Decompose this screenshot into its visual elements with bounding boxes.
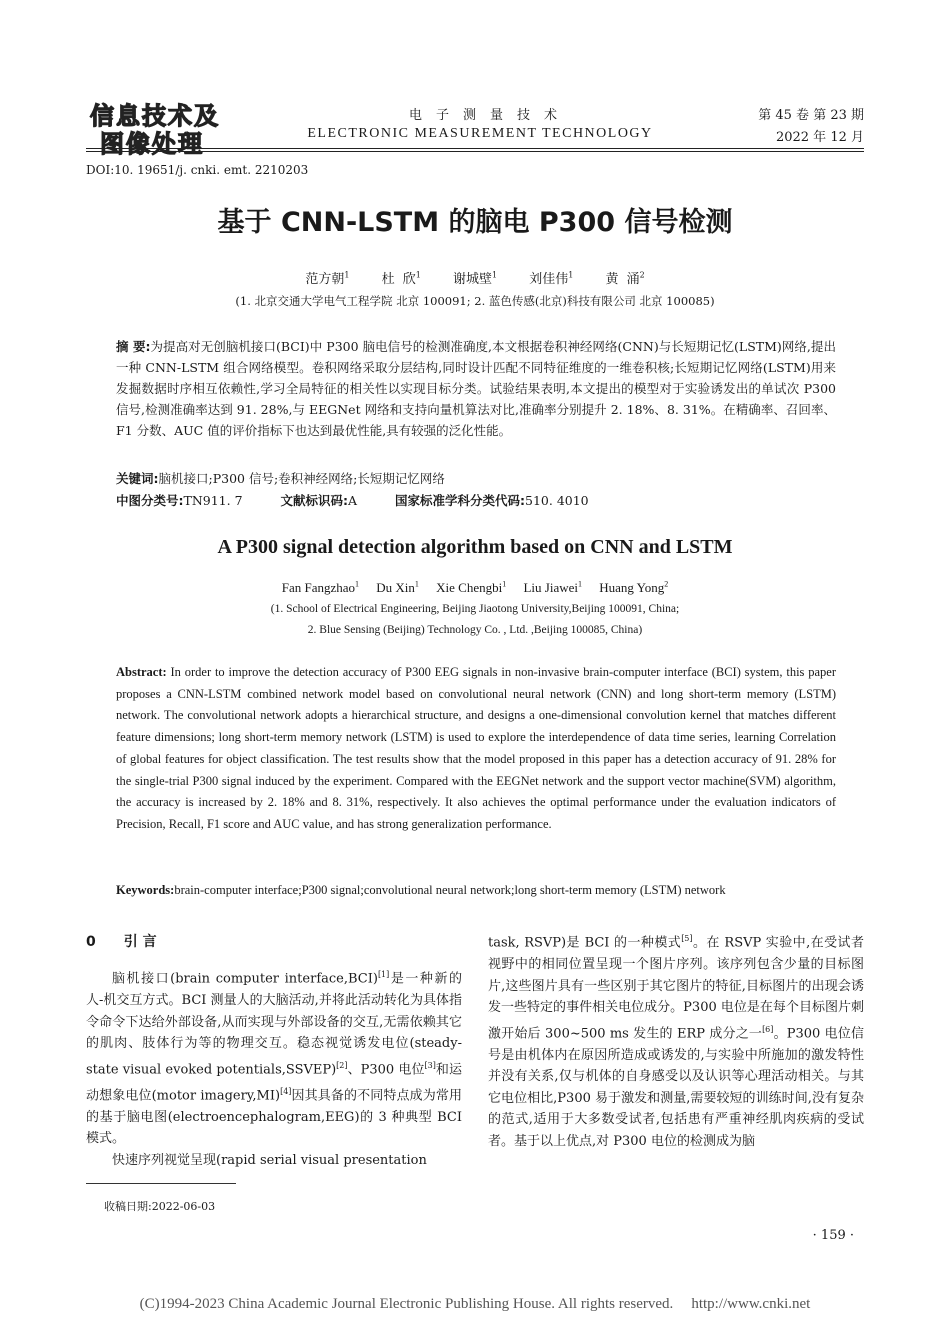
abstract-cn [116, 336, 836, 441]
abstract-en-label: Abstract: [116, 665, 167, 679]
abstract-cn-text: 为提高对无创脑机接口(BCI)中 P300 脑电信号的检测准确度,本文根据卷积神经网络(CNN)与长短期记忆(LSTM)网络,提出一种 CNN-LSTM 组合网络模型。卷积网络采取分层结构,同时设计匹配不同特征维度的一维卷积核;长短期记忆网络(LSTM)用来发掘数据时序相互依赖性,学习全局特征的相关性以实现目标分类。试验结果表明,本文提出的模型对于实验诱发出的单试次 P300 信号,检测准确率达到 91. 28%,与 EEGNet 网络和支持向量机算法对比,准确率分别提升 2. 18%、8. 31%。在精确率、召回率、F1 分数、AUC 值的评价指标下也达到最优性能,具有较强的泛化性能。 [116, 339, 836, 438]
header-rule-thick [86, 148, 864, 149]
issue-date: 2022 年 12 月 [775, 130, 864, 145]
keywords-en [116, 880, 836, 901]
body-column-left [86, 928, 462, 1171]
author-en: Liu Jiawei$^1$ [523, 580, 582, 596]
affiliation-en-2: 2. Blue Sensing (Beijing) Technology Co. , Ltd. ,Beijing 100085, China) [307, 624, 643, 636]
abstract-en [116, 662, 836, 836]
classification-codes: 中图分类号:TN911. 7 文献标识码:A 国家标准学科分类代码:510. 4010 [116, 493, 589, 508]
affiliation-en-1: (1. School of Electrical Engineering, Beijing Jiaotong University,Beijing 100091, China; [270, 603, 680, 615]
logo-line-1: 信息技术及 [90, 101, 220, 130]
body-paragraph: 脑机接口(brain computer interface,BCI)[1]是一种新的人-机交互方式。BCI 测量人的大脑活动,并将此活动转化为具体指令命令下达给外部设备,从而实现与外部设备的交互,无需依赖其它的肌肉、肢体行为等的物理交互。稳态视觉诱发电位(steady-state visual evoked potentials,SSVEP)[2]、P300 电位[3]和运动想象电位(motor imagery,MI)[4]因其具备的不同特点成为常用的基于脑电图(electroencephalogram,EEG)的 3 种典型 BCI 模式。 [86, 970, 462, 1147]
author-en: Xie Chengbi$^1$ [436, 580, 507, 596]
doi: DOI:10. 19651/j. cnki. emt. 2210203 [86, 163, 309, 177]
copyright-text: (C)1994-2023 China Academic Journal Electronic Publishing House. All rights reserved. [139, 1296, 674, 1312]
keywords-en-label: Keywords: [116, 883, 175, 897]
journal-name-cn: 电子测量技术 [408, 108, 571, 123]
header-rule-thin [86, 151, 864, 152]
author-cn: 刘佳伟$^1$ [529, 270, 574, 287]
body-paragraph: task, RSVP)是 BCI 的一种模式[5]。在 RSVP 实验中,在受试者视野中的相同位置呈现一个图片序列。该序列包含少量的目标图片,这些图片具有一些区别于其它图片的特征,目标图片的出现会诱发一些特定的事件相关电位成分。P300 电位是在每个目标图片刺激开始后 300~500 ms 发生的 ERP 成分之一[6]。P300 电位信号是由机体内在原因所造成或诱发的,与实验中所施加的激发特性并没有关系,仅与机体的自身感受以及认识等心理活动相关。与其它电位相比,P300 易于激发和测量,需要较短的训练时间,没有复杂的范式,适用于大多数受试者,包括患有严重神经肌肉疾病的受试者。基于以上优点,对 P300 电位的检测成为脑 [488, 934, 864, 1149]
body-column-right [488, 928, 864, 1153]
section-number: 0 [86, 934, 96, 950]
author-en: Huang Yong$^2$ [599, 580, 669, 596]
keywords-en-text: brain-computer interface;P300 signal;convolutional neural network;long short-term memory (LSTM) network [174, 883, 726, 897]
footnote-rule [86, 1183, 236, 1184]
author-cn: 杜 欣$^1$ [381, 270, 421, 287]
author-cn: 谢城壁$^1$ [452, 270, 498, 287]
volume-issue: 第 45 卷 第 23 期 [758, 108, 864, 123]
journal-name-en: ELECTRONIC MEASUREMENT TECHNOLOGY [307, 126, 653, 141]
copyright-url: http://www.cnki.net [691, 1296, 811, 1312]
author-en: Fan Fangzhao$^1$ [281, 580, 360, 596]
body-paragraph: 快速序列视觉呈现(rapid serial visual presentation [112, 1152, 427, 1168]
keywords-cn [116, 468, 836, 489]
paper-title-en: A P300 signal detection algorithm based on CNN and LSTM [217, 536, 733, 558]
logo-line-2: 图像处理 [100, 129, 204, 156]
page-number: · 159 · [812, 1228, 854, 1243]
author-en: Du Xin$^1$ [376, 580, 419, 596]
abstract-cn-label: 摘 要: [116, 339, 151, 354]
received-date: 收稿日期:2022-06-03 [104, 1200, 216, 1213]
author-cn: 黄 涌$^2$ [605, 270, 645, 287]
copyright-footer [0, 1296, 950, 1313]
author-list-en [0, 580, 950, 596]
section-heading [86, 932, 462, 956]
paper-title-cn: 基于 CNN-LSTM 的脑电 P300 信号检测 [217, 207, 733, 238]
keywords-cn-text: 脑机接口;P300 信号;卷积神经网络;长短期记忆网络 [158, 471, 445, 486]
affiliation-cn: (1. 北京交通大学电气工程学院 北京 100091; 2. 蓝色传感(北京)科技有限公司 北京 100085) [235, 294, 715, 308]
author-list-cn [0, 268, 950, 287]
abstract-en-text: In order to improve the detection accuracy of P300 EEG signals in non-invasive brain-computer interface (BCI) system, this paper proposes a CNN-LSTM combined network model based on convolutional neural network (CNN) and long short-term memory (LSTM) network. The convolutional network adopts a hierarchical structure, and designs a one-dimensional convolution kernel that matches different feature dimensions; long short-term memory network (LSTM) is used to explore the interdependence of data time series, learning Correlation of global features for object classification. The test results show that the model proposed in this paper has a detection accuracy of 91. 28% for the single-trial P300 signal induced by the experiment. Compared with the EEGNet network and the support vector machine(SVM) algorithm, the accuracy is increased by 2. 18% and 8. 31%, respectively. It also achieves the optimal performance under the evaluation indicators of Precision, Recall, F1 score and AUC value, and has strong generalization performance. [116, 665, 836, 831]
author-cn: 范方朝$^1$ [305, 270, 350, 287]
section-title: 引 言 [123, 934, 157, 950]
keywords-cn-label: 关键词: [116, 471, 159, 486]
